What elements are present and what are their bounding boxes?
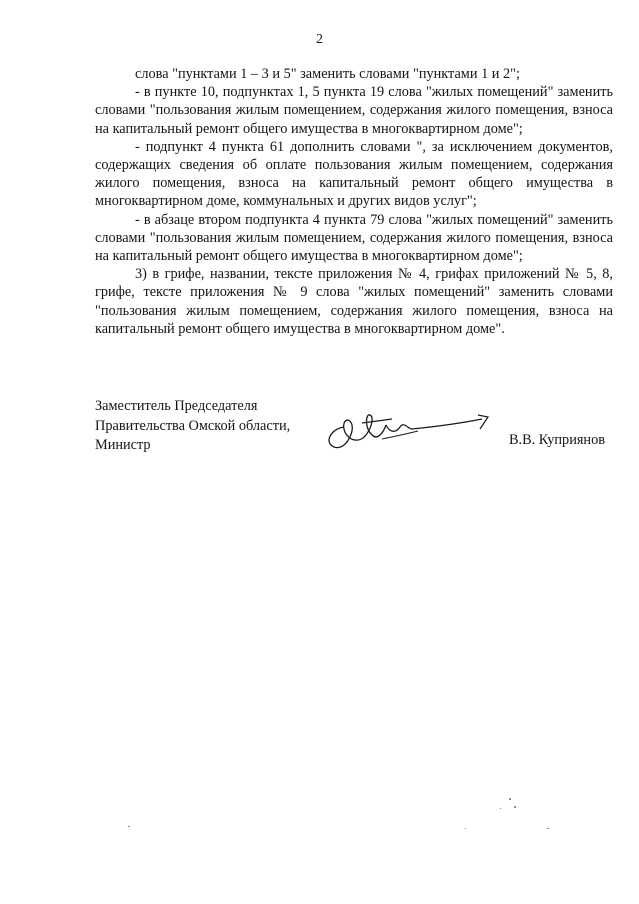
signatory-position-line: Заместитель Председателя — [95, 398, 258, 414]
paragraph-amendment-appendices: 3) в грифе, названии, тексте приложения № 4, грифах приложений № 5, 8, грифе, тексте приложения № 9 слова "жилых помещений" заменить словами "пользования жилым помещением, содержания жилого помещения, взноса на капитальный ремонт общего имущества в многоквартирном доме". — [95, 266, 613, 337]
paragraph-amendment-point-10: - в пункте 10, подпунктах 1, 5 пункта 19 слова "жилых помещений" заменить словами "пользования жилым помещением, содержания жилого помещения, взноса на капитальный ремонт общего имущества в многоквартирном доме"; — [95, 84, 613, 137]
signatory-position-line: Министр — [95, 437, 151, 453]
scan-speck — [128, 826, 130, 827]
document-body — [95, 65, 613, 338]
scan-speck — [514, 806, 516, 808]
signatory-position — [95, 397, 290, 456]
page-number: 2 — [316, 32, 323, 47]
paragraph-amendment-points: слова "пунктами 1 – 3 и 5" заменить словами "пунктами 1 и 2"; — [135, 66, 520, 82]
scan-speck — [509, 798, 511, 800]
handwritten-signature — [322, 405, 492, 455]
scan-speck — [500, 808, 501, 809]
signatory-position-line: Правительства Омской области, — [95, 417, 291, 434]
scan-speck — [465, 828, 466, 829]
scan-speck — [547, 828, 549, 829]
paragraph-amendment-point-61: - подпункт 4 пункта 61 дополнить словами ", за исключением документов, содержащих сведения об оплате пользования жилым помещением, содержания жилого помещения, взноса на капитальный ремонт общего имущества в многоквартирном доме, коммунальных и других видов услуг"; — [95, 138, 613, 210]
paragraph-amendment-point-79: - в абзаце втором подпункта 4 пункта 79 слова "жилых помещений" заменить словами "пользования жилым помещением, содержания жилого помещения, взноса на капитальный ремонт общего имущества в многоквартирном доме"; — [95, 211, 613, 265]
signatory-name: В.В. Куприянов — [509, 432, 605, 448]
